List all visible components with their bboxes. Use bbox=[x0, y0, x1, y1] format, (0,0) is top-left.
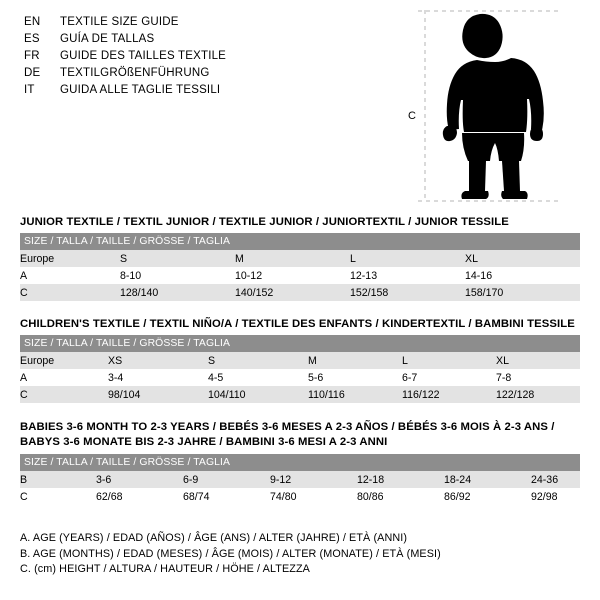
legend-line: A. AGE (YEARS) / EDAD (AÑOS) / ÂGE (ANS) / ALTER (JAHRE) / ETÀ (ANNI) bbox=[20, 532, 408, 544]
language-code: IT bbox=[24, 84, 35, 96]
child-silhouette-icon bbox=[408, 6, 578, 206]
section-children bbox=[20, 318, 580, 403]
table-header-label: SIZE / TALLA / TAILLE / GRÖSSE / TAGLIA bbox=[20, 454, 580, 471]
cell: 12-13 bbox=[350, 267, 465, 284]
cell: 3-4 bbox=[108, 369, 208, 386]
cell: 104/110 bbox=[208, 386, 308, 403]
cell: 62/68 bbox=[96, 488, 183, 505]
table-header-label: SIZE / TALLA / TAILLE / GRÖSSE / TAGLIA bbox=[20, 335, 580, 352]
cell: 68/74 bbox=[183, 488, 270, 505]
language-code: DE bbox=[24, 67, 41, 79]
cell: 110/116 bbox=[308, 386, 402, 403]
section-title-children: CHILDREN'S TEXTILE / TEXTIL NIÑO/A / TEXTILE DES ENFANTS / KINDERTEXTIL / BAMBINI TESSILE bbox=[20, 318, 575, 330]
language-row bbox=[24, 82, 424, 99]
language-code: ES bbox=[24, 33, 40, 45]
cell: 128/140 bbox=[120, 284, 235, 301]
cell: 140/152 bbox=[235, 284, 350, 301]
child-figure-area bbox=[408, 6, 578, 206]
size-table-children bbox=[20, 335, 580, 403]
legend-block bbox=[20, 531, 580, 578]
row-label: A bbox=[20, 267, 120, 284]
legend-line: C. (cm) HEIGHT / ALTURA / HAUTEUR / HÖHE / ALTEZZA bbox=[20, 563, 310, 575]
cell: 7-8 bbox=[496, 369, 580, 386]
cell: 6-9 bbox=[183, 471, 270, 488]
section-babies bbox=[20, 420, 580, 505]
cell: 122/128 bbox=[496, 386, 580, 403]
legend-line: B. AGE (MONTHS) / EDAD (MESES) / ÂGE (MOIS) / ALTER (MONATE) / ETÀ (MESI) bbox=[20, 547, 441, 560]
cell: XS bbox=[108, 352, 208, 369]
language-row bbox=[24, 14, 424, 31]
cell: M bbox=[235, 250, 350, 267]
row-label: C bbox=[20, 386, 108, 403]
language-row bbox=[24, 48, 424, 65]
section-junior bbox=[20, 216, 580, 301]
row-label: Europe bbox=[20, 352, 108, 369]
language-text: TEXTILGRÖßENFÜHRUNG bbox=[60, 67, 210, 79]
cell: 92/98 bbox=[531, 488, 580, 505]
row-label: B bbox=[20, 471, 96, 488]
cell: 80/86 bbox=[357, 488, 444, 505]
cell: 10-12 bbox=[235, 267, 350, 284]
row-label: C bbox=[20, 488, 96, 505]
section-title-babies: BABIES 3-6 MONTH TO 2-3 YEARS / BEBÉS 3-6 MESES A 2-3 AÑOS / BÉBÉS 3-6 MOIS À 2-3 ANS / bbox=[20, 421, 555, 433]
language-title-block bbox=[24, 14, 424, 99]
section-title-junior: JUNIOR TEXTILE / TEXTIL JUNIOR / TEXTILE JUNIOR / JUNIORTEXTIL / JUNIOR TESSILE bbox=[20, 216, 509, 228]
cell: S bbox=[208, 352, 308, 369]
cell: 24-36 bbox=[531, 471, 580, 488]
cell: 116/122 bbox=[402, 386, 496, 403]
cell: 86/92 bbox=[444, 488, 531, 505]
figure-measure-label: C bbox=[408, 110, 416, 122]
language-text: GUIDA ALLE TAGLIE TESSILI bbox=[60, 84, 221, 96]
table-row bbox=[20, 471, 580, 488]
section-title-babies-line2: BABYS 3-6 MONATE BIS 2-3 JAHRE / BAMBINI 3-6 MESI A 2-3 ANNI bbox=[20, 435, 388, 448]
language-text: TEXTILE SIZE GUIDE bbox=[60, 16, 179, 28]
cell: 5-6 bbox=[308, 369, 402, 386]
cell: 98/104 bbox=[108, 386, 208, 403]
cell: 14-16 bbox=[465, 267, 580, 284]
cell: 4-5 bbox=[208, 369, 308, 386]
row-label: C bbox=[20, 284, 120, 301]
table-row bbox=[20, 386, 580, 403]
cell: 74/80 bbox=[270, 488, 357, 505]
language-code: FR bbox=[24, 50, 40, 62]
language-row bbox=[24, 65, 424, 82]
cell: 8-10 bbox=[120, 267, 235, 284]
table-header-row bbox=[20, 233, 580, 250]
language-code: EN bbox=[24, 16, 41, 28]
table-row bbox=[20, 284, 580, 301]
cell: L bbox=[350, 250, 465, 267]
cell: 3-6 bbox=[96, 471, 183, 488]
language-text: GUÍA DE TALLAS bbox=[60, 33, 155, 45]
table-row bbox=[20, 267, 580, 284]
table-row bbox=[20, 488, 580, 505]
language-row bbox=[24, 31, 424, 48]
table-row bbox=[20, 250, 580, 267]
cell: 12-18 bbox=[357, 471, 444, 488]
cell: 18-24 bbox=[444, 471, 531, 488]
cell: 9-12 bbox=[270, 471, 357, 488]
cell: L bbox=[402, 352, 496, 369]
table-row bbox=[20, 352, 580, 369]
language-text: GUIDE DES TAILLES TEXTILE bbox=[60, 50, 227, 62]
table-header-row bbox=[20, 335, 580, 352]
cell: 158/170 bbox=[465, 284, 580, 301]
row-label: Europe bbox=[20, 250, 120, 267]
size-table-babies bbox=[20, 454, 580, 505]
row-label: A bbox=[20, 369, 108, 386]
cell: XL bbox=[465, 250, 580, 267]
table-header-label: SIZE / TALLA / TAILLE / GRÖSSE / TAGLIA bbox=[20, 233, 580, 250]
cell: 6-7 bbox=[402, 369, 496, 386]
cell: XL bbox=[496, 352, 580, 369]
cell: M bbox=[308, 352, 402, 369]
cell: S bbox=[120, 250, 235, 267]
size-table-junior bbox=[20, 233, 580, 301]
table-header-row bbox=[20, 454, 580, 471]
cell: 152/158 bbox=[350, 284, 465, 301]
table-row bbox=[20, 369, 580, 386]
